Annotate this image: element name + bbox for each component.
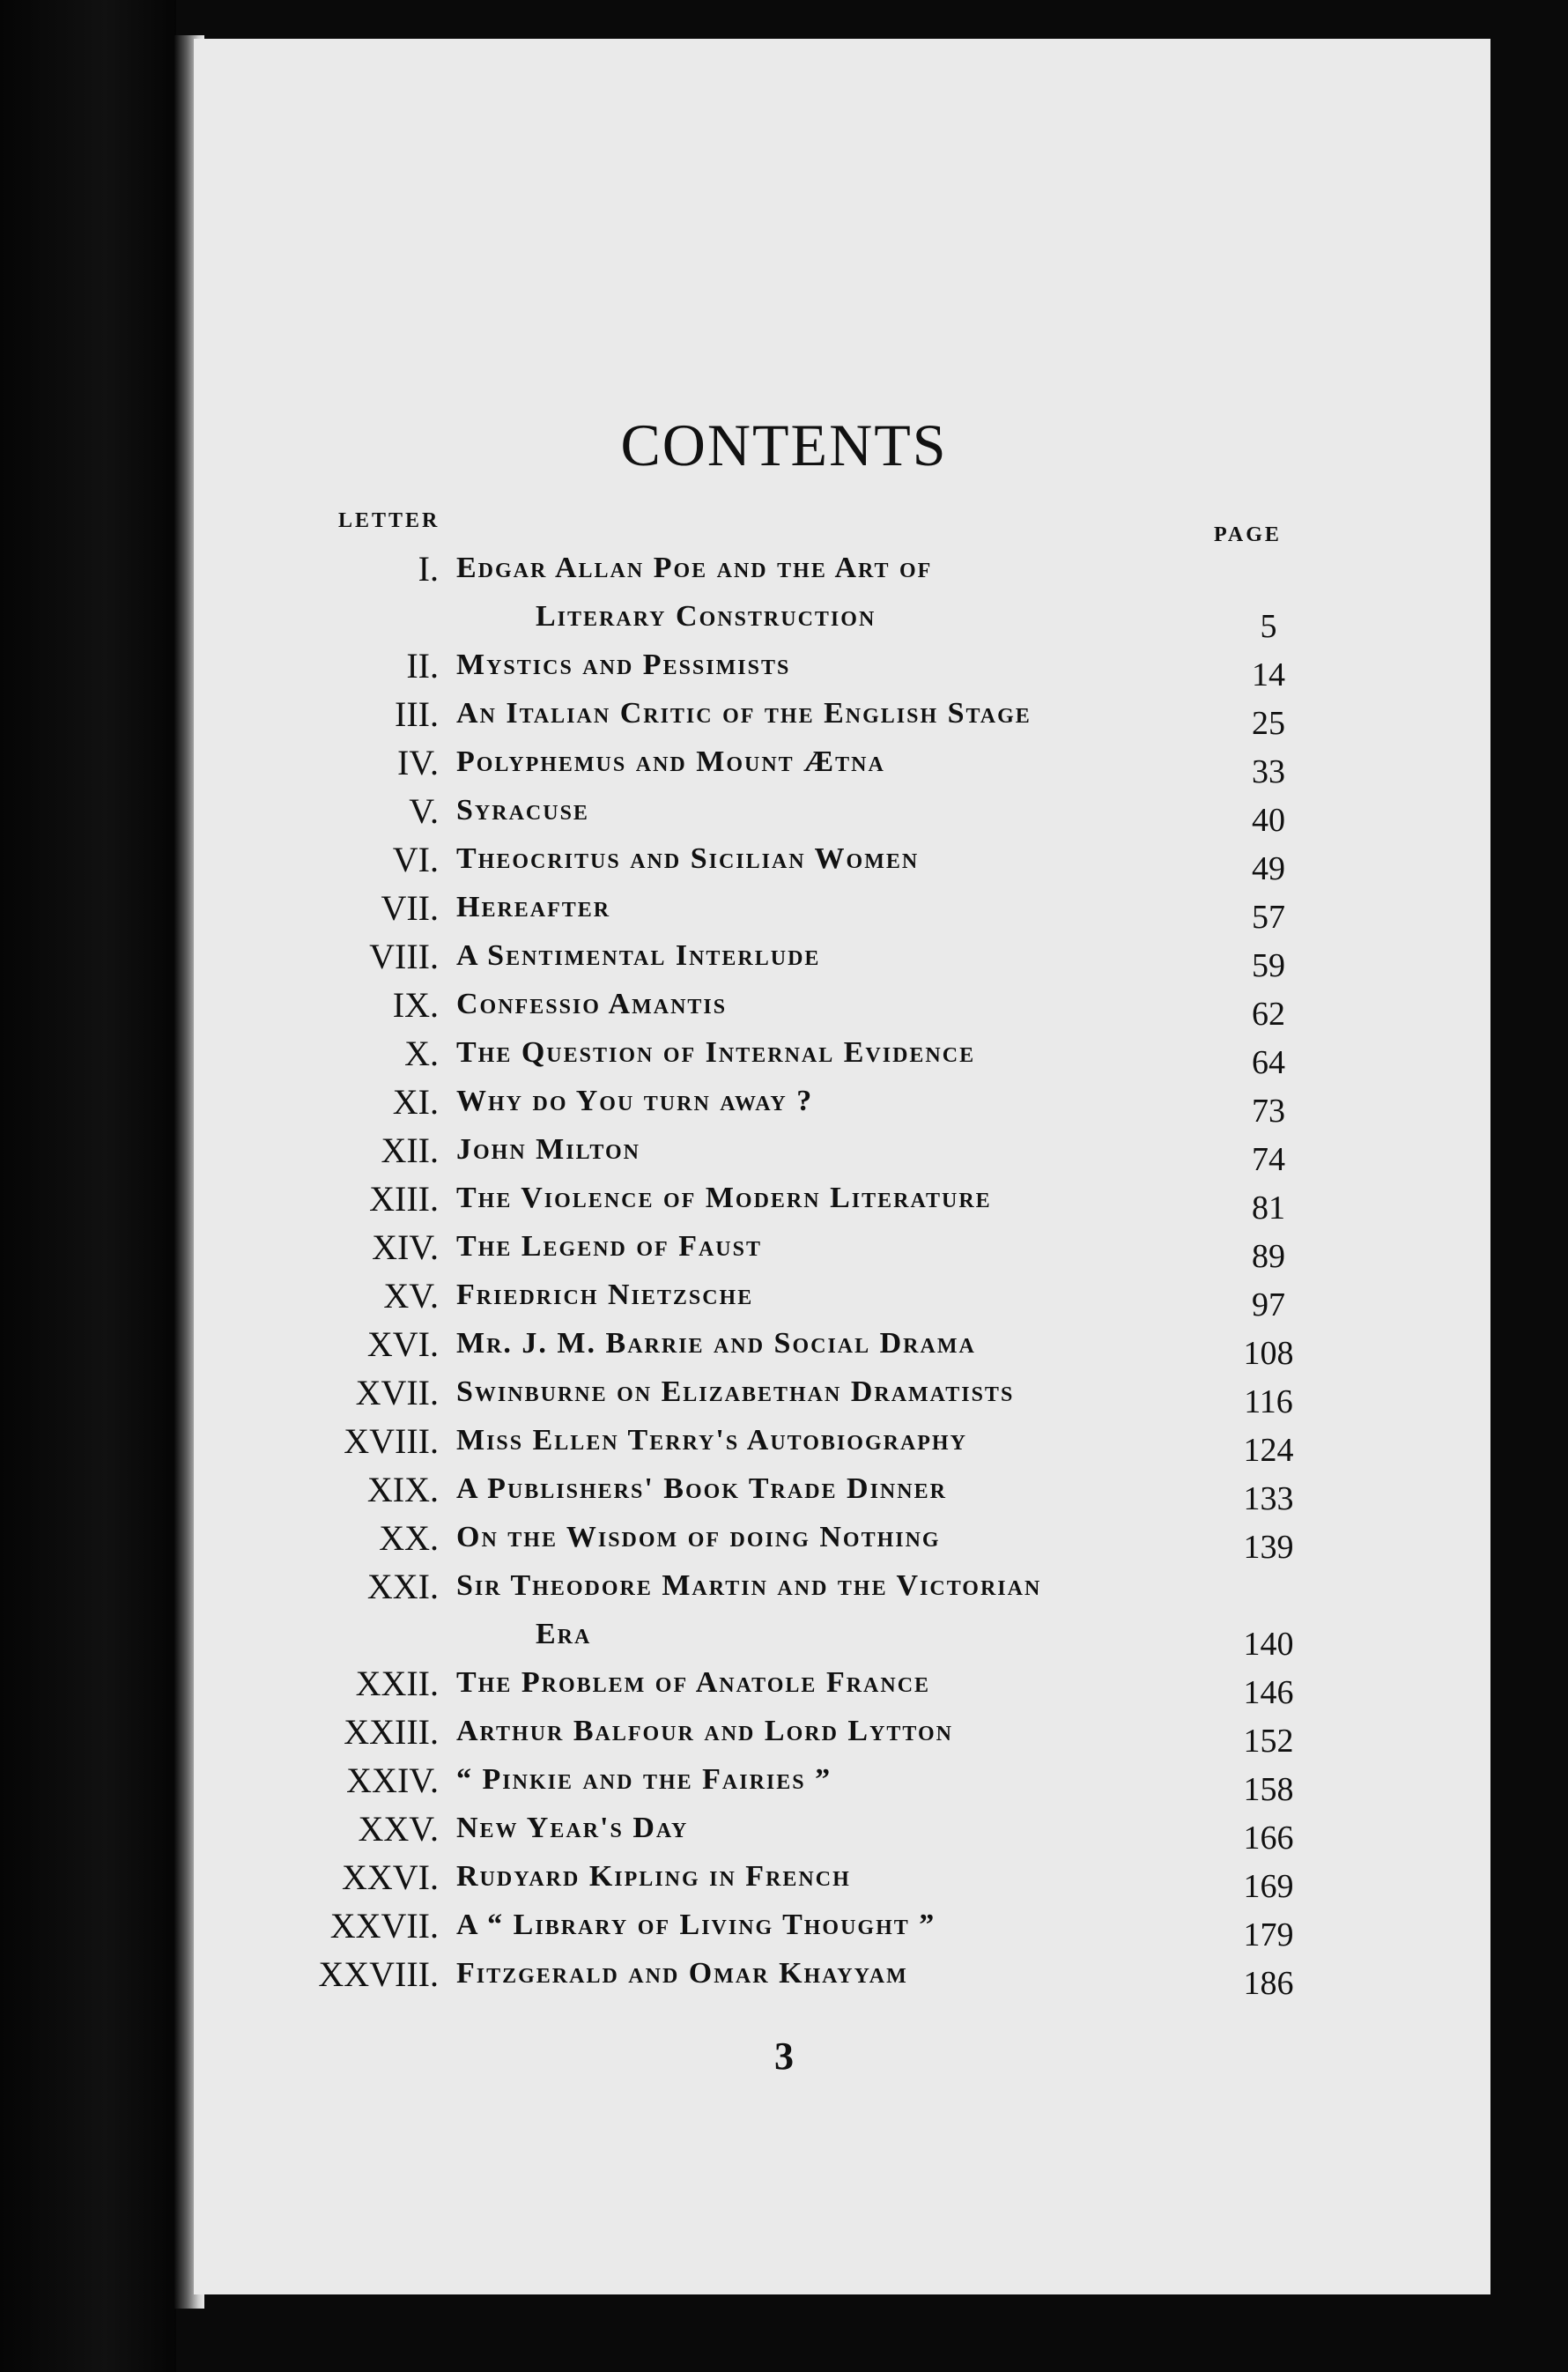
page-reference: 74 [1252,1141,1285,1178]
page-reference: 62 [1252,996,1285,1033]
letter-numeral: XXVIII. [318,1954,439,1994]
letter-numeral: XIII. [369,1179,439,1219]
entry-title: Confessio Amantis [456,988,728,1020]
entry-title: A Sentimental Interlude [456,939,821,972]
page-reference: 81 [1252,1190,1285,1227]
page-reference: 64 [1252,1044,1285,1081]
page-reference: 40 [1252,802,1285,839]
entry-title: A “ Library of Living Thought ” [456,1909,936,1941]
page-reference: 59 [1252,947,1285,984]
entry-title: “ Pinkie and the Fairies ” [456,1763,832,1796]
entry-title: John Milton [456,1133,640,1166]
letter-column-header: LETTER [338,509,440,532]
letter-numeral: XIX. [366,1470,439,1509]
entry-title: Era [536,1618,592,1650]
letter-numeral: III. [395,694,439,734]
letter-numeral: XXI. [366,1567,439,1606]
page-reference: 186 [1243,1965,1294,2002]
entry-title: The Violence of Modern Literature [456,1182,992,1214]
letter-numeral: XXIV. [346,1760,439,1800]
page-reference: 124 [1243,1432,1294,1469]
letter-numeral: IX. [392,985,439,1025]
page-reference: 14 [1252,656,1285,693]
page-reference: 158 [1243,1771,1294,1808]
entry-title: Syracuse [456,794,589,826]
letter-numeral: VI. [392,840,439,879]
letter-numeral: XVI. [366,1324,439,1364]
page-number: 3 [774,2035,794,2078]
entry-title: A Publishers' Book Trade Dinner [456,1472,947,1505]
letter-numeral: XXII. [355,1664,439,1703]
page-reference: 152 [1243,1723,1294,1760]
letter-numeral: XV. [383,1276,439,1316]
entry-title: Mr. J. M. Barrie and Social Drama [456,1327,976,1360]
page-reference: 49 [1252,850,1285,887]
letter-numeral: VII. [381,888,439,928]
page-reference: 89 [1252,1238,1285,1275]
entry-title: The Problem of Anatole France [456,1666,931,1699]
page-reference: 179 [1243,1916,1294,1953]
letter-numeral: XXVI. [342,1857,439,1897]
entry-title: Literary Construction [536,600,876,633]
page-reference: 108 [1243,1335,1294,1372]
page-reference: 139 [1243,1529,1294,1566]
page-reference: 116 [1244,1383,1293,1420]
page-reference: 169 [1243,1868,1294,1905]
entry-title: Miss Ellen Terry's Autobiography [456,1424,967,1457]
letter-numeral: X. [404,1034,439,1073]
entry-title: Polyphemus and Mount Ætna [456,745,885,778]
entry-title: Mystics and Pessimists [456,649,791,681]
entry-title: Theocritus and Sicilian Women [456,842,920,875]
letter-numeral: XII. [381,1130,439,1170]
scan-left-margin [0,0,176,2372]
entry-title: Edgar Allan Poe and the Art of [456,552,933,584]
letter-numeral: XXVII. [329,1906,439,1946]
page-reference: 73 [1252,1093,1285,1130]
entry-title: Arthur Balfour and Lord Lytton [456,1715,953,1747]
entry-title: Friedrich Nietzsche [456,1279,754,1311]
entry-title: Fitzgerald and Omar Khayyam [456,1957,908,1990]
entry-title: An Italian Critic of the English Stage [456,697,1032,730]
page-reference: 146 [1243,1674,1294,1711]
entry-title: New Year's Day [456,1812,689,1844]
letter-numeral: XIV. [372,1227,439,1267]
letter-numeral: XXIII. [344,1712,439,1752]
page-column-header: PAGE [1214,523,1282,546]
page-reference: 5 [1260,608,1277,645]
page-reference: 97 [1252,1286,1285,1323]
entry-title: Why do You turn away ? [456,1085,814,1117]
letter-numeral: XXV. [358,1809,439,1849]
letter-numeral: IV. [396,743,439,782]
page-reference: 166 [1243,1820,1294,1857]
page-reference: 57 [1252,899,1285,936]
page-reference: 25 [1252,705,1285,742]
entry-title: The Legend of Faust [456,1230,762,1263]
entry-title: The Question of Internal Evidence [456,1036,976,1069]
page-title: CONTENTS [620,411,948,478]
letter-numeral: VIII. [369,937,439,976]
entry-title: On the Wisdom of doing Nothing [456,1521,941,1553]
entry-title: Sir Theodore Martin and the Victorian [456,1569,1042,1602]
page-reference: 140 [1243,1626,1294,1663]
letter-numeral: II. [406,646,439,686]
entry-title: Hereafter [456,891,611,923]
letter-numeral: XI. [392,1082,439,1122]
letter-numeral: XVII. [355,1373,439,1412]
page-reference: 33 [1252,753,1285,790]
letter-numeral: XVIII. [344,1421,439,1461]
entry-title: Rudyard Kipling in French [456,1860,851,1893]
page-reference: 133 [1243,1480,1294,1517]
letter-numeral: I. [418,549,439,589]
entry-title: Swinburne on Elizabethan Dramatists [456,1375,1015,1408]
letter-numeral: XX. [379,1518,439,1558]
letter-numeral: V. [409,791,439,831]
